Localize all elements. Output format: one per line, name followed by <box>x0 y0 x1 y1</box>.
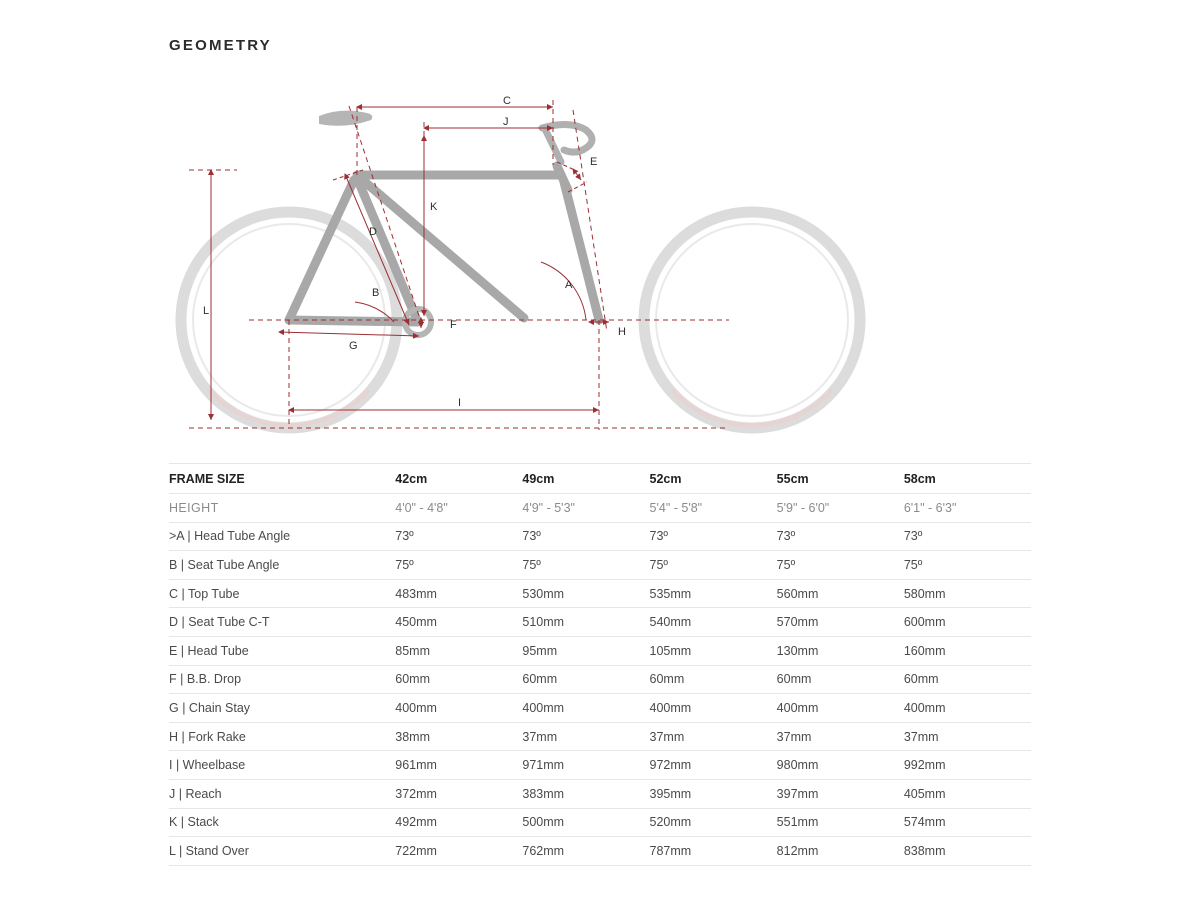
table-cell: 60mm <box>777 665 904 694</box>
table-row <box>169 837 1031 866</box>
geometry-table-element <box>169 463 1031 866</box>
table-row <box>169 808 1031 837</box>
diagram-label-D: D <box>369 226 377 238</box>
table-cell: 400mm <box>395 694 522 723</box>
table-cell: 4'9" - 5'3" <box>522 494 649 523</box>
table-cell: 492mm <box>395 808 522 837</box>
table-cell: 961mm <box>395 751 522 780</box>
table-cell: 400mm <box>777 694 904 723</box>
diagram-label-G: G <box>349 340 358 352</box>
table-row <box>169 494 1031 523</box>
table-cell: 400mm <box>522 694 649 723</box>
column-header-58cm: 58cm <box>904 464 1031 494</box>
table-row-label: G | Chain Stay <box>169 694 395 723</box>
table-cell: 372mm <box>395 779 522 808</box>
table-cell: 383mm <box>522 779 649 808</box>
column-header-55cm: 55cm <box>777 464 904 494</box>
table-cell: 75º <box>650 551 777 580</box>
table-cell: 95mm <box>522 636 649 665</box>
frame-graphics <box>289 166 599 322</box>
table-cell: 60mm <box>395 665 522 694</box>
diagram-label-H: H <box>618 326 626 338</box>
table-cell: 570mm <box>777 608 904 637</box>
table-cell: 972mm <box>650 751 777 780</box>
table-cell: 5'4" - 5'8" <box>650 494 777 523</box>
table-cell: 812mm <box>777 837 904 866</box>
table-cell: 73º <box>777 522 904 551</box>
table-row <box>169 779 1031 808</box>
table-cell: 400mm <box>904 694 1031 723</box>
table-cell: 520mm <box>650 808 777 837</box>
table-row-label: J | Reach <box>169 779 395 808</box>
column-header-52cm: 52cm <box>650 464 777 494</box>
table-cell: 6'1" - 6'3" <box>904 494 1031 523</box>
table-cell: 395mm <box>650 779 777 808</box>
table-cell: 838mm <box>904 837 1031 866</box>
table-cell: 75º <box>522 551 649 580</box>
table-cell: 405mm <box>904 779 1031 808</box>
table-cell: 450mm <box>395 608 522 637</box>
table-cell: 483mm <box>395 579 522 608</box>
table-cell: 530mm <box>522 579 649 608</box>
table-cell: 73º <box>650 522 777 551</box>
table-cell: 60mm <box>522 665 649 694</box>
table-row <box>169 722 1031 751</box>
table-cell: 37mm <box>650 722 777 751</box>
table-row <box>169 551 1031 580</box>
table-row-label: E | Head Tube <box>169 636 395 665</box>
table-cell: 980mm <box>777 751 904 780</box>
table-row-label: H | Fork Rake <box>169 722 395 751</box>
table-cell: 397mm <box>777 779 904 808</box>
table-cell: 60mm <box>650 665 777 694</box>
table-cell: 971mm <box>522 751 649 780</box>
table-cell: 500mm <box>522 808 649 837</box>
table-row <box>169 522 1031 551</box>
table-row <box>169 665 1031 694</box>
bike-geometry-diagram <box>169 70 1031 450</box>
diagram-label-J: J <box>503 116 509 128</box>
table-row-label: L | Stand Over <box>169 837 395 866</box>
table-row-label: C | Top Tube <box>169 579 395 608</box>
diagram-label-C: C <box>503 95 511 107</box>
diagram-label-I: I <box>458 397 462 409</box>
table-cell: 600mm <box>904 608 1031 637</box>
table-cell: 38mm <box>395 722 522 751</box>
table-cell: 73º <box>904 522 1031 551</box>
table-row-label: K | Stack <box>169 808 395 837</box>
table-cell: 540mm <box>650 608 777 637</box>
table-cell: 580mm <box>904 579 1031 608</box>
table-cell: 73º <box>395 522 522 551</box>
table-cell: 722mm <box>395 837 522 866</box>
table-cell: 510mm <box>522 608 649 637</box>
table-row <box>169 608 1031 637</box>
table-row-label: F | B.B. Drop <box>169 665 395 694</box>
table-row-label: B | Seat Tube Angle <box>169 551 395 580</box>
table-cell: 105mm <box>650 636 777 665</box>
table-row-label: HEIGHT <box>169 494 395 523</box>
table-cell: 787mm <box>650 837 777 866</box>
table-row <box>169 636 1031 665</box>
table-cell: 130mm <box>777 636 904 665</box>
table-row-label: D | Seat Tube C-T <box>169 608 395 637</box>
column-header-frame-size: FRAME SIZE <box>169 464 395 494</box>
geometry-table <box>169 463 1031 866</box>
table-row-label: >A | Head Tube Angle <box>169 522 395 551</box>
column-header-49cm: 49cm <box>522 464 649 494</box>
diagram-label-A: A <box>565 279 573 291</box>
table-row-label: I | Wheelbase <box>169 751 395 780</box>
table-cell: 37mm <box>904 722 1031 751</box>
diagram-label-K: K <box>430 201 438 213</box>
table-cell: 85mm <box>395 636 522 665</box>
table-cell: 4'0" - 4'8" <box>395 494 522 523</box>
table-row <box>169 579 1031 608</box>
saddle-graphic <box>319 111 372 126</box>
table-row <box>169 751 1031 780</box>
handlebar-graphic <box>542 124 592 162</box>
table-row <box>169 694 1031 723</box>
diagram-label-B: B <box>372 287 380 299</box>
diagram-label-E: E <box>590 156 598 168</box>
table-cell: 400mm <box>650 694 777 723</box>
diagram-label-F: F <box>450 319 457 331</box>
table-cell: 574mm <box>904 808 1031 837</box>
table-body <box>169 494 1031 866</box>
page-title: GEOMETRY <box>169 37 272 54</box>
column-header-42cm: 42cm <box>395 464 522 494</box>
diagram-label-L: L <box>203 305 210 317</box>
table-cell: 73º <box>522 522 649 551</box>
table-cell: 551mm <box>777 808 904 837</box>
table-cell: 5'9" - 6'0" <box>777 494 904 523</box>
table-cell: 160mm <box>904 636 1031 665</box>
table-cell: 762mm <box>522 837 649 866</box>
table-cell: 75º <box>395 551 522 580</box>
table-cell: 37mm <box>777 722 904 751</box>
table-cell: 75º <box>777 551 904 580</box>
table-cell: 992mm <box>904 751 1031 780</box>
table-cell: 60mm <box>904 665 1031 694</box>
table-cell: 535mm <box>650 579 777 608</box>
table-header-row <box>169 464 1031 494</box>
table-cell: 75º <box>904 551 1031 580</box>
table-cell: 37mm <box>522 722 649 751</box>
table-cell: 560mm <box>777 579 904 608</box>
